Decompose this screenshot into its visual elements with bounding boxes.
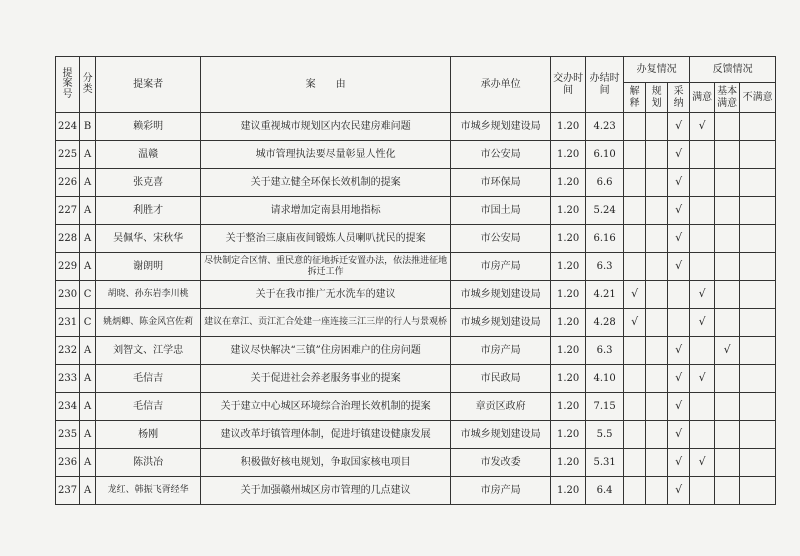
feedback-basic-mark bbox=[715, 113, 740, 141]
feedback-basic-mark bbox=[715, 169, 740, 197]
reply-explain-mark bbox=[624, 197, 646, 225]
feedback-satisfied-mark bbox=[690, 421, 715, 449]
feedback-basic-mark bbox=[715, 141, 740, 169]
reason-cell: 建议在章江、贡江汇合处建一座连接三江三岸的行人与景观桥 bbox=[201, 309, 451, 337]
category-cell: A bbox=[80, 197, 96, 225]
deliver-time-cell: 1.20 bbox=[551, 477, 586, 505]
reason-cell: 关于加强赣州城区房市管理的几点建议 bbox=[201, 477, 451, 505]
reply-explain-mark bbox=[624, 169, 646, 197]
table-row bbox=[56, 365, 776, 393]
header-proposer: 提案者 bbox=[96, 57, 201, 113]
feedback-basic-mark: √ bbox=[715, 337, 740, 365]
done-time-cell: 4.10 bbox=[586, 365, 624, 393]
header-done-time: 办结时间 bbox=[586, 57, 624, 113]
reason-cell: 建议尽快解决“三镇”住房困难户的住房问题 bbox=[201, 337, 451, 365]
header-reply-plan: 规划 bbox=[646, 83, 668, 113]
reply-adopt-mark: √ bbox=[668, 141, 690, 169]
feedback-satisfied-mark bbox=[690, 477, 715, 505]
deliver-time-cell: 1.20 bbox=[551, 449, 586, 477]
reply-adopt-mark: √ bbox=[668, 253, 690, 281]
feedback-satisfied-mark bbox=[690, 169, 715, 197]
feedback-satisfied-mark bbox=[690, 253, 715, 281]
unit-cell: 市城乡规划建设局 bbox=[451, 309, 551, 337]
proposer-cell: 毛信吉 bbox=[96, 365, 201, 393]
reply-plan-mark bbox=[646, 309, 668, 337]
table-row bbox=[56, 477, 776, 505]
category-cell: A bbox=[80, 225, 96, 253]
unit-cell: 章贡区政府 bbox=[451, 393, 551, 421]
deliver-time-cell: 1.20 bbox=[551, 281, 586, 309]
reply-plan-mark bbox=[646, 225, 668, 253]
header-reply-explain: 解释 bbox=[624, 83, 646, 113]
deliver-time-cell: 1.20 bbox=[551, 421, 586, 449]
reply-adopt-mark: √ bbox=[668, 393, 690, 421]
done-time-cell: 6.16 bbox=[586, 225, 624, 253]
reply-plan-mark bbox=[646, 169, 668, 197]
feedback-basic-mark bbox=[715, 281, 740, 309]
feedback-unsatisfied-mark bbox=[740, 281, 776, 309]
feedback-satisfied-mark: √ bbox=[690, 449, 715, 477]
reply-explain-mark bbox=[624, 113, 646, 141]
table-row bbox=[56, 225, 776, 253]
unit-cell: 市国土局 bbox=[451, 197, 551, 225]
proposer-cell: 张克喜 bbox=[96, 169, 201, 197]
unit-cell: 市民政局 bbox=[451, 365, 551, 393]
reply-explain-mark bbox=[624, 337, 646, 365]
table-row bbox=[56, 113, 776, 141]
header-feedback-satisfied: 满意 bbox=[690, 83, 715, 113]
done-time-cell: 4.23 bbox=[586, 113, 624, 141]
proposer-cell: 胡晓、孙东岩李川桃 bbox=[96, 281, 201, 309]
feedback-basic-mark bbox=[715, 365, 740, 393]
feedback-unsatisfied-mark bbox=[740, 197, 776, 225]
reply-adopt-mark: √ bbox=[668, 365, 690, 393]
table-body bbox=[56, 113, 776, 505]
feedback-unsatisfied-mark bbox=[740, 449, 776, 477]
proposal-no-cell: 234 bbox=[56, 393, 80, 421]
feedback-unsatisfied-mark bbox=[740, 337, 776, 365]
unit-cell: 市城乡规划建设局 bbox=[451, 281, 551, 309]
header-deliver-time: 交办时间 bbox=[551, 57, 586, 113]
reason-cell: 尽快制定合区情、重民意的征地拆迁安置办法，依法推进征地拆迁工作 bbox=[201, 253, 451, 281]
proposal-no-cell: 237 bbox=[56, 477, 80, 505]
reply-explain-mark bbox=[624, 449, 646, 477]
reply-plan-mark bbox=[646, 365, 668, 393]
table-row bbox=[56, 197, 776, 225]
feedback-unsatisfied-mark bbox=[740, 365, 776, 393]
category-cell: A bbox=[80, 449, 96, 477]
done-time-cell: 4.28 bbox=[586, 309, 624, 337]
table-row bbox=[56, 253, 776, 281]
category-cell: C bbox=[80, 281, 96, 309]
header-reply-adopt: 采纳 bbox=[668, 83, 690, 113]
unit-cell: 市发改委 bbox=[451, 449, 551, 477]
reply-explain-mark bbox=[624, 393, 646, 421]
feedback-satisfied-mark bbox=[690, 337, 715, 365]
deliver-time-cell: 1.20 bbox=[551, 337, 586, 365]
reason-cell: 关于建立健全环保长效机制的提案 bbox=[201, 169, 451, 197]
done-time-cell: 6.4 bbox=[586, 477, 624, 505]
header-reply-group: 办复情况 bbox=[624, 57, 690, 83]
unit-cell: 市房产局 bbox=[451, 253, 551, 281]
proposal-no-cell: 235 bbox=[56, 421, 80, 449]
feedback-basic-mark bbox=[715, 449, 740, 477]
table-row bbox=[56, 309, 776, 337]
reply-adopt-mark: √ bbox=[668, 225, 690, 253]
reason-cell: 关于整治三康庙夜间锻炼人员喇叭扰民的提案 bbox=[201, 225, 451, 253]
done-time-cell: 5.24 bbox=[586, 197, 624, 225]
reply-plan-mark bbox=[646, 477, 668, 505]
reason-cell: 建议改革圩镇管理体制，促进圩镇建设健康发展 bbox=[201, 421, 451, 449]
proposer-cell: 利胜才 bbox=[96, 197, 201, 225]
proposer-cell: 谢朗明 bbox=[96, 253, 201, 281]
category-cell: A bbox=[80, 365, 96, 393]
proposal-no-cell: 232 bbox=[56, 337, 80, 365]
done-time-cell: 5.31 bbox=[586, 449, 624, 477]
feedback-satisfied-mark bbox=[690, 393, 715, 421]
reason-cell: 关于建立中心城区环境综合治理长效机制的提案 bbox=[201, 393, 451, 421]
proposer-cell: 姚炳卿、陈金风宫佐莉 bbox=[96, 309, 201, 337]
reply-adopt-mark: √ bbox=[668, 197, 690, 225]
proposer-cell: 杨刚 bbox=[96, 421, 201, 449]
proposal-table bbox=[55, 56, 776, 505]
done-time-cell: 6.10 bbox=[586, 141, 624, 169]
unit-cell: 市城乡规划建设局 bbox=[451, 113, 551, 141]
reply-plan-mark bbox=[646, 421, 668, 449]
done-time-cell: 7.15 bbox=[586, 393, 624, 421]
category-cell: C bbox=[80, 309, 96, 337]
feedback-unsatisfied-mark bbox=[740, 421, 776, 449]
feedback-basic-mark bbox=[715, 225, 740, 253]
reason-cell: 请求增加定南县用地指标 bbox=[201, 197, 451, 225]
proposer-cell: 陈洪冶 bbox=[96, 449, 201, 477]
deliver-time-cell: 1.20 bbox=[551, 309, 586, 337]
header-feedback-group: 反馈情况 bbox=[690, 57, 776, 83]
category-cell: A bbox=[80, 393, 96, 421]
feedback-unsatisfied-mark bbox=[740, 113, 776, 141]
deliver-time-cell: 1.20 bbox=[551, 197, 586, 225]
feedback-unsatisfied-mark bbox=[740, 225, 776, 253]
reason-cell: 积极做好核电规划，争取国家核电项目 bbox=[201, 449, 451, 477]
reply-plan-mark bbox=[646, 337, 668, 365]
reply-explain-mark bbox=[624, 225, 646, 253]
feedback-satisfied-mark: √ bbox=[690, 365, 715, 393]
feedback-basic-mark bbox=[715, 393, 740, 421]
feedback-unsatisfied-mark bbox=[740, 141, 776, 169]
unit-cell: 市房产局 bbox=[451, 337, 551, 365]
feedback-unsatisfied-mark bbox=[740, 253, 776, 281]
feedback-basic-mark bbox=[715, 253, 740, 281]
proposer-cell: 刘智文、江学忠 bbox=[96, 337, 201, 365]
feedback-unsatisfied-mark bbox=[740, 169, 776, 197]
header-feedback-basic: 基本满意 bbox=[715, 83, 740, 113]
reply-plan-mark bbox=[646, 393, 668, 421]
feedback-satisfied-mark bbox=[690, 197, 715, 225]
reason-cell: 关于促进社会养老服务事业的提案 bbox=[201, 365, 451, 393]
unit-cell: 市公安局 bbox=[451, 225, 551, 253]
table-row bbox=[56, 421, 776, 449]
unit-cell: 市环保局 bbox=[451, 169, 551, 197]
proposal-no-cell: 231 bbox=[56, 309, 80, 337]
unit-cell: 市城乡规划建设局 bbox=[451, 421, 551, 449]
proposal-no-cell: 228 bbox=[56, 225, 80, 253]
feedback-unsatisfied-mark bbox=[740, 393, 776, 421]
proposal-no-cell: 229 bbox=[56, 253, 80, 281]
reason-cell: 建议重视城市规划区内农民建房难问题 bbox=[201, 113, 451, 141]
feedback-satisfied-mark: √ bbox=[690, 113, 715, 141]
reply-explain-mark bbox=[624, 141, 646, 169]
header-unit: 承办单位 bbox=[451, 57, 551, 113]
deliver-time-cell: 1.20 bbox=[551, 225, 586, 253]
reply-adopt-mark: √ bbox=[668, 169, 690, 197]
table-row bbox=[56, 169, 776, 197]
deliver-time-cell: 1.20 bbox=[551, 253, 586, 281]
deliver-time-cell: 1.20 bbox=[551, 169, 586, 197]
feedback-satisfied-mark bbox=[690, 141, 715, 169]
reply-plan-mark bbox=[646, 113, 668, 141]
reason-cell: 城市管理执法要尽量彰显人性化 bbox=[201, 141, 451, 169]
reply-plan-mark bbox=[646, 197, 668, 225]
reply-explain-mark bbox=[624, 365, 646, 393]
reply-adopt-mark: √ bbox=[668, 337, 690, 365]
deliver-time-cell: 1.20 bbox=[551, 113, 586, 141]
done-time-cell: 6.3 bbox=[586, 337, 624, 365]
proposer-cell: 吴佩华、宋秋华 bbox=[96, 225, 201, 253]
proposer-cell: 龙红、韩振飞胥经华 bbox=[96, 477, 201, 505]
category-cell: A bbox=[80, 253, 96, 281]
reply-explain-mark bbox=[624, 477, 646, 505]
done-time-cell: 5.5 bbox=[586, 421, 624, 449]
done-time-cell: 6.3 bbox=[586, 253, 624, 281]
header-reason: 案 由 bbox=[201, 57, 451, 113]
reply-explain-mark bbox=[624, 421, 646, 449]
table-row bbox=[56, 393, 776, 421]
feedback-basic-mark bbox=[715, 197, 740, 225]
reply-plan-mark bbox=[646, 141, 668, 169]
reply-explain-mark: √ bbox=[624, 281, 646, 309]
reply-plan-mark bbox=[646, 281, 668, 309]
category-cell: B bbox=[80, 113, 96, 141]
done-time-cell: 4.21 bbox=[586, 281, 624, 309]
proposal-no-cell: 230 bbox=[56, 281, 80, 309]
feedback-satisfied-mark bbox=[690, 225, 715, 253]
table-row bbox=[56, 337, 776, 365]
done-time-cell: 6.6 bbox=[586, 169, 624, 197]
header-category: 分类 bbox=[80, 57, 96, 113]
deliver-time-cell: 1.20 bbox=[551, 365, 586, 393]
reply-adopt-mark: √ bbox=[668, 113, 690, 141]
category-cell: A bbox=[80, 477, 96, 505]
category-cell: A bbox=[80, 337, 96, 365]
reply-adopt-mark: √ bbox=[668, 449, 690, 477]
reply-adopt-mark: √ bbox=[668, 477, 690, 505]
deliver-time-cell: 1.20 bbox=[551, 141, 586, 169]
header-feedback-unsatisfied: 不满意 bbox=[740, 83, 776, 113]
feedback-satisfied-mark: √ bbox=[690, 281, 715, 309]
reason-cell: 关于在我市推广无水洗车的建议 bbox=[201, 281, 451, 309]
reply-adopt-mark bbox=[668, 309, 690, 337]
category-cell: A bbox=[80, 421, 96, 449]
proposal-no-cell: 233 bbox=[56, 365, 80, 393]
reply-adopt-mark: √ bbox=[668, 421, 690, 449]
deliver-time-cell: 1.20 bbox=[551, 393, 586, 421]
reply-explain-mark bbox=[624, 253, 646, 281]
proposer-cell: 温赣 bbox=[96, 141, 201, 169]
category-cell: A bbox=[80, 169, 96, 197]
table-row bbox=[56, 141, 776, 169]
feedback-basic-mark bbox=[715, 477, 740, 505]
proposal-no-cell: 227 bbox=[56, 197, 80, 225]
feedback-basic-mark bbox=[715, 421, 740, 449]
table-row bbox=[56, 449, 776, 477]
unit-cell: 市公安局 bbox=[451, 141, 551, 169]
reply-plan-mark bbox=[646, 449, 668, 477]
proposer-cell: 毛信吉 bbox=[96, 393, 201, 421]
header-proposal-no: 提案号 bbox=[56, 57, 80, 113]
table-row bbox=[56, 281, 776, 309]
feedback-basic-mark bbox=[715, 309, 740, 337]
reply-plan-mark bbox=[646, 253, 668, 281]
proposal-no-cell: 236 bbox=[56, 449, 80, 477]
proposal-no-cell: 225 bbox=[56, 141, 80, 169]
feedback-unsatisfied-mark bbox=[740, 309, 776, 337]
reply-adopt-mark bbox=[668, 281, 690, 309]
proposer-cell: 赖彩明 bbox=[96, 113, 201, 141]
category-cell: A bbox=[80, 141, 96, 169]
proposal-no-cell: 224 bbox=[56, 113, 80, 141]
feedback-unsatisfied-mark bbox=[740, 477, 776, 505]
feedback-satisfied-mark: √ bbox=[690, 309, 715, 337]
proposal-no-cell: 226 bbox=[56, 169, 80, 197]
reply-explain-mark: √ bbox=[624, 309, 646, 337]
unit-cell: 市房产局 bbox=[451, 477, 551, 505]
